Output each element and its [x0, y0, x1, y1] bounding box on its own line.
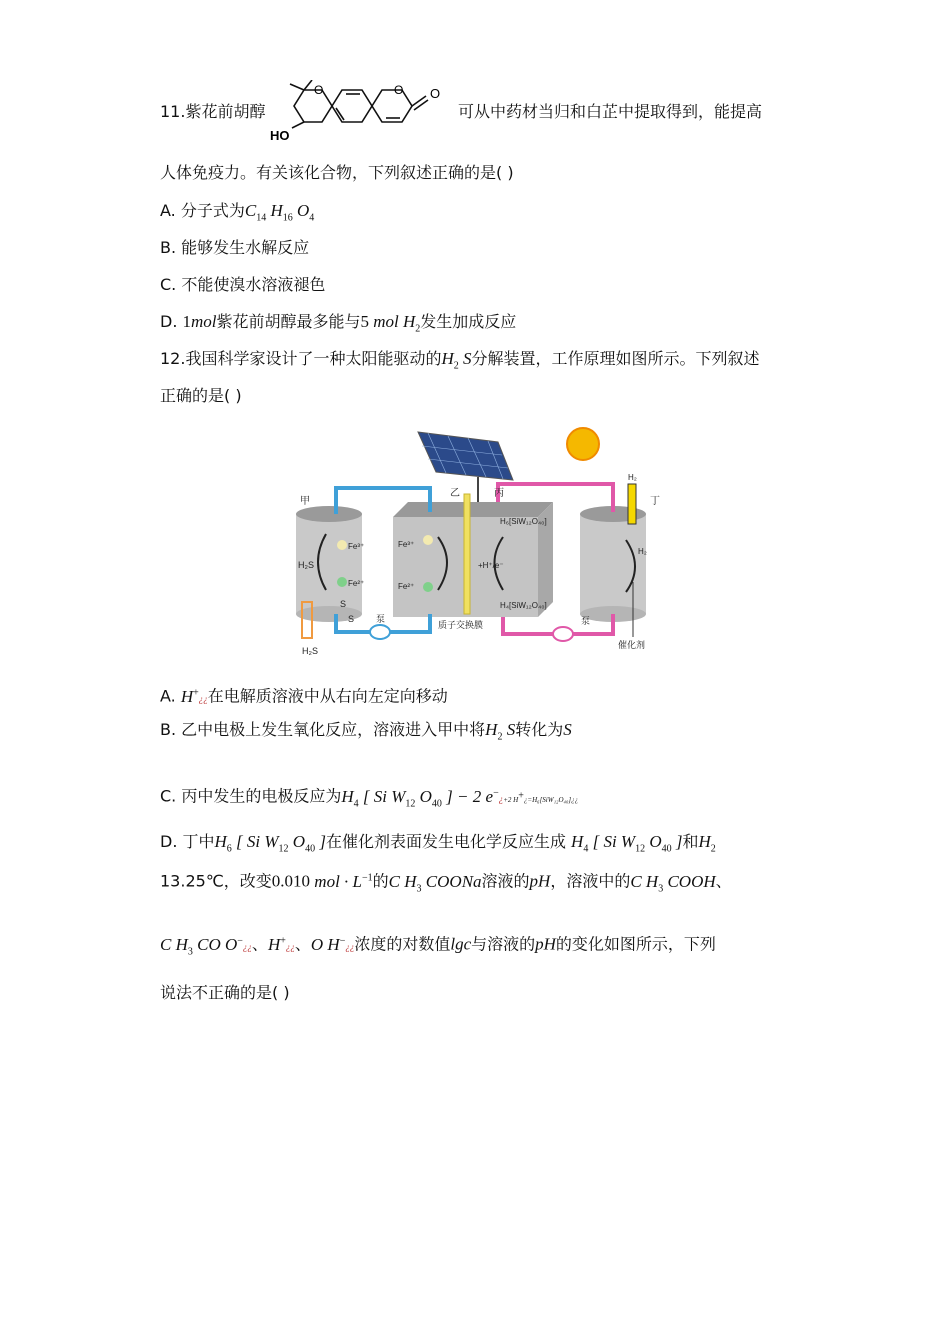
q11-intro-rest: 可从中药材当归和白芷中提取得到，能提高 [458, 102, 763, 121]
q13-intro-line2: C $H_3$ CO O−¿¿、H+¿¿、O H−¿¿浓度的对数值lgc与溶液的pH的变化如图所示，下列 [160, 934, 716, 958]
compound-name: 紫花前胡醇 [185, 102, 266, 121]
label-membrane: 质子交换膜 [438, 620, 484, 630]
label-pump-right: 泵 [581, 616, 591, 626]
q11-option-a[interactable]: A. 分子式为$C_{14}$ $H_{16}$ $O_4$ [160, 201, 315, 224]
ring-oxygen-right: O [394, 83, 404, 97]
label-h2-ding: H₂ [638, 547, 647, 556]
q12-intro-line2: 正确的是( ) [160, 386, 242, 405]
compound-structure-diagram [266, 80, 452, 144]
hydroxyl-label: HO [270, 128, 290, 143]
proton-exchange-membrane [464, 494, 470, 614]
label-yi: 乙 [450, 488, 460, 499]
q13-intro-line1: 13.25℃，改变0.010 mol · $L^{-1}$的C $H_3$ COONa溶液的pH，溶液中的C $H_3$ COOH、 [160, 871, 732, 895]
formula-c14h16o4: $C_{14}$ $H_{16}$ $O_4$ [244, 201, 315, 224]
label-jia: 甲 [300, 496, 310, 507]
h2-outlet-icon [628, 484, 636, 524]
label-catalyst: 催化剂 [618, 640, 646, 650]
q12-option-c[interactable]: C. 丙中发生的电极反应为$H_4$ [ Si $W_{12}$ $O_{40}$ ] − 2 e−¿+2 H+¿=H₆[SiW₁₂O₄₀]¿¿ [160, 786, 579, 810]
label-h4-bing: H₄[SiW₁₂O₄₀] [500, 601, 547, 610]
label-fe3-yi: Fe³⁺ [398, 540, 415, 549]
q12-option-b[interactable]: B. 乙中电极上发生氧化反应，溶液进入甲中将$H_2$ S转化为S [160, 720, 572, 743]
label-pump-left: 泵 [376, 614, 386, 624]
label-h2s-inlet: H₂S [302, 646, 318, 656]
ring-oxygen-left: O [314, 83, 324, 97]
q11-option-c[interactable]: C. 不能使溴水溶液褪色 [160, 275, 326, 294]
label-h-e: +H⁺/e⁻ [478, 561, 504, 570]
label-s-jia: S [340, 599, 347, 609]
q12-intro-line1: 12.我国科学家设计了一种太阳能驱动的$H_2$ S分解装置，工作原理如图所示。下列叙述 [160, 349, 760, 372]
label-h6-bing: H₆[SiW₁₂O₄₀] [500, 517, 547, 526]
pump-right-icon [553, 627, 573, 641]
label-bing: 丙 [494, 488, 504, 499]
q11-intro-line2: 人体免疫力。有关该化合物，下列叙述正确的是( ) [160, 163, 514, 182]
label-h2-outlet: H₂ [628, 473, 637, 482]
label-fe3-jia: Fe³⁺ [348, 542, 365, 551]
label-ding: 丁 [650, 496, 660, 507]
q12-option-d[interactable]: D. 丁中$H_6$ [ Si $W_{12}$ $O_{40}$ ]在催化剂表面发生电化学反应生成 $H_4$ [ Si $W_{12}$ $O_{40}$ ]和$H_2$ [160, 832, 716, 855]
h2s-decomposition-diagram [288, 422, 668, 662]
q11-option-d[interactable]: D. 1mol紫花前胡醇最多能与5 mol $H_2$发生加成反应 [160, 312, 517, 335]
label-s-jia-2: S [348, 614, 355, 624]
pump-left-icon [370, 625, 390, 639]
label-fe2-yi: Fe²⁺ [398, 582, 415, 591]
carbonyl-oxygen: O [430, 86, 441, 101]
label-fe2-jia: Fe²⁺ [348, 579, 365, 588]
q11-intro-line1: 11.紫花前胡醇 [160, 102, 266, 121]
q12-option-a[interactable]: A. H+¿¿在电解质溶液中从右向左定向移动 [160, 686, 448, 706]
q13-intro-line3: 说法不正确的是( ) [160, 983, 290, 1002]
sun-icon [567, 428, 599, 460]
q11-option-b[interactable]: B. 能够发生水解反应 [160, 238, 310, 257]
label-h2s-jia: H₂S [298, 560, 314, 570]
